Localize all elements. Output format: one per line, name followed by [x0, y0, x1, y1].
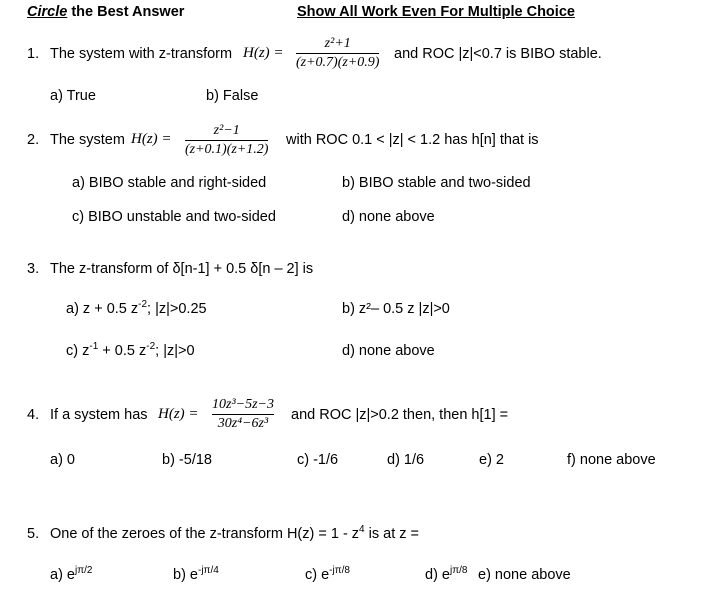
q3-option-a[interactable] — [66, 299, 207, 317]
q2-option-a[interactable]: a) BIBO stable and right-sided — [72, 175, 267, 191]
q2-option-d[interactable]: d) none above — [342, 209, 435, 225]
q5-option-d-sup: jπ/8 — [450, 565, 468, 576]
q2-option-c[interactable]: c) BIBO unstable and two-sided — [72, 209, 276, 225]
q3-option-a-sup: -2 — [138, 299, 148, 310]
q3-option-a-pre: a) z + 0.5 z — [66, 301, 139, 317]
q5-option-d[interactable] — [425, 565, 468, 583]
q2-number: 2. — [27, 132, 40, 148]
q1-denominator: (z+0.7)(z+0.9) — [296, 55, 380, 70]
q2-text-before: The system — [50, 132, 125, 148]
q4-hz: H(z) = — [158, 406, 199, 422]
circle-rest: the Best Answer — [67, 4, 185, 20]
q5-text-pre: One of the zeroes of the z-transform H(z) = 1 - z — [50, 526, 360, 542]
q4-text-after: and ROC |z|>0.2 then, then h[1] = — [291, 407, 509, 423]
q1-hz: H(z) = — [243, 45, 284, 61]
q5-option-b[interactable] — [173, 565, 219, 583]
q3-option-c[interactable] — [66, 341, 195, 359]
q4-fraction — [212, 398, 274, 431]
circle-word: Circle — [27, 4, 68, 20]
q3-option-d[interactable]: d) none above — [342, 343, 435, 359]
q5-text — [50, 524, 420, 542]
q2-hz: H(z) = — [131, 131, 172, 147]
q1-text-before: The system with z-transform — [50, 46, 233, 62]
q4-option-b[interactable]: b) -5/18 — [162, 452, 212, 468]
q5-option-a-sup: jπ/2 — [75, 565, 93, 576]
q3-option-c-mid: + 0.5 z — [98, 343, 147, 359]
q2-option-b[interactable]: b) BIBO stable and two-sided — [342, 175, 531, 191]
q2-numerator: z²−1 — [213, 123, 240, 138]
q4-option-a[interactable]: a) 0 — [50, 452, 75, 468]
q5-option-c-pre: c) e — [305, 567, 330, 583]
q5-text-post: is at z = — [364, 526, 420, 542]
q4-option-f[interactable]: f) none above — [567, 452, 656, 468]
q1-option-b[interactable]: b) False — [206, 88, 259, 104]
q5-option-e[interactable]: e) none above — [478, 567, 571, 583]
q3-option-c-post: ; |z|>0 — [155, 343, 195, 359]
q5-text-sup: 4 — [359, 524, 365, 535]
q4-number: 4. — [27, 407, 40, 423]
q3-number: 3. — [27, 261, 40, 277]
q3-option-c-sup1: -1 — [89, 341, 99, 352]
q3-option-b[interactable]: b) z²– 0.5 z |z|>0 — [342, 301, 450, 317]
q1-option-a[interactable]: a) True — [50, 88, 96, 104]
q3-option-c-pre: c) z — [66, 343, 90, 359]
q5-option-a-pre: a) e — [50, 567, 75, 583]
q1-fraction — [296, 37, 379, 70]
q4-text-before: If a system has — [50, 407, 148, 423]
q2-denominator: (z+0.1)(z+1.2) — [185, 142, 269, 157]
q1-text-after: and ROC |z|<0.7 is BIBO stable. — [394, 46, 602, 62]
q3-option-c-sup2: -2 — [146, 341, 156, 352]
q3-text: The z-transform of δ[n-1] + 0.5 δ[n – 2] is — [50, 261, 314, 277]
q4-denominator: 30z⁴−6z³ — [212, 414, 274, 431]
q5-option-a[interactable] — [50, 565, 93, 583]
q5-option-c[interactable] — [305, 565, 350, 583]
q4-numerator: 10z³−5z−3 — [212, 397, 274, 412]
q4-option-d[interactable]: d) 1/6 — [387, 452, 425, 468]
q2-fraction — [185, 124, 268, 157]
q5-option-d-pre: d) e — [425, 567, 450, 583]
q5-option-b-pre: b) e — [173, 567, 198, 583]
q1-numerator: z²+1 — [324, 36, 351, 51]
q3-option-a-post: ; |z|>0.25 — [147, 301, 207, 317]
q4-option-c[interactable]: c) -1/6 — [297, 452, 339, 468]
header-right: Show All Work Even For Multiple Choice — [297, 4, 575, 20]
header-left — [27, 5, 184, 20]
q1-number: 1. — [27, 46, 40, 62]
q5-number: 5. — [27, 526, 40, 542]
q5-option-b-sup: -jπ/4 — [198, 565, 219, 576]
q4-option-e[interactable]: e) 2 — [479, 452, 504, 468]
q2-text-after: with ROC 0.1 < |z| < 1.2 has h[n] that is — [286, 132, 539, 148]
q5-option-c-sup: -jπ/8 — [329, 565, 350, 576]
